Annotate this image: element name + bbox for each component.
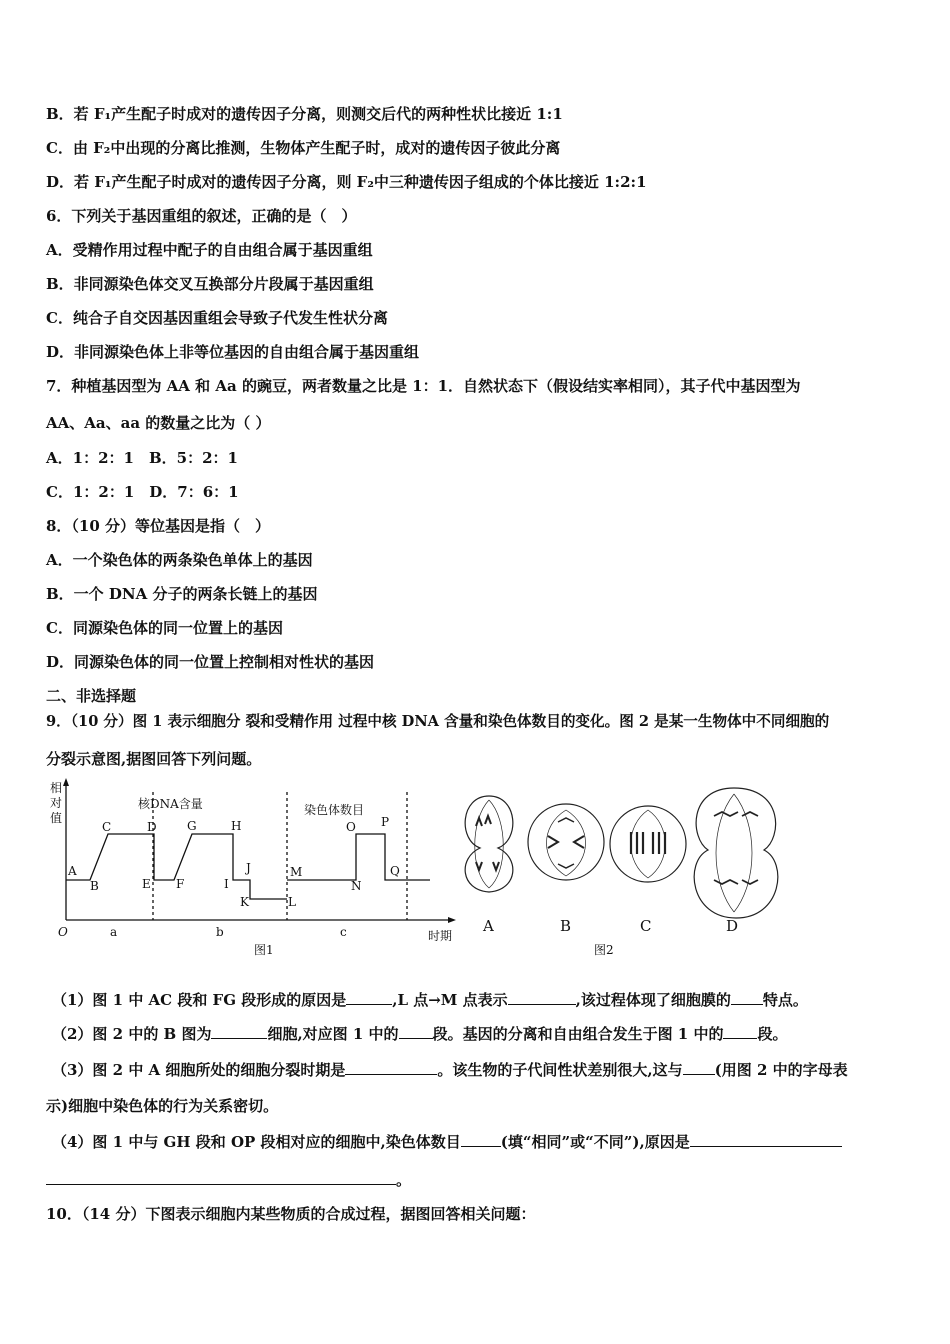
q6-stem: 6．下列关于基因重组的叙述，正确的是（ ）: [46, 207, 357, 225]
point-O: O: [346, 820, 356, 834]
chromosome-label: 染色体数目: [304, 803, 365, 817]
point-K: K: [240, 895, 249, 909]
q9-sub4-text-a: （4）图 1 中与 GH 段和 OP 段相对应的细胞中,染色体数目: [52, 1133, 461, 1151]
q9-sub2: [52, 1024, 787, 1044]
q9-sub3-text-c: (用图 2 中的字母表: [714, 1061, 848, 1079]
q6-option-d: D．非同源染色体上非等位基因的自由组合属于基因重组: [46, 343, 420, 361]
origin-label: O: [58, 925, 68, 939]
point-H: H: [231, 819, 242, 833]
chromosome-curve: [287, 834, 430, 880]
point-M: M: [290, 865, 303, 879]
point-N: N: [351, 879, 362, 893]
point-G: G: [187, 819, 197, 833]
figure2: [465, 788, 778, 918]
q9-sub2-text-c: 段。基因的分离和自由组合发生于图 1 中的: [432, 1025, 724, 1043]
q9-stem-line2: 分裂示意图,据图回答下列问题。: [46, 750, 262, 768]
q6-option-a: A．受精作用过程中配子的自由组合属于基因重组: [46, 241, 373, 259]
y-label-1: 相: [50, 781, 63, 795]
answer-blank[interactable]: [690, 1132, 842, 1147]
answer-blank[interactable]: [723, 1024, 757, 1039]
point-A: A: [68, 864, 77, 878]
figure1: [63, 778, 456, 923]
q9-sub4-end: 。: [396, 1171, 412, 1189]
point-P: P: [381, 815, 390, 829]
figure1-labels: [50, 780, 452, 957]
q5-option-c: C．由 F₂中出现的分离比推测，生物体产生配子时，成对的遗传因子彼此分离: [46, 139, 561, 157]
q10-stem: 10．（14 分）下图表示细胞内某些物质的合成过程，据图回答相关问题：: [46, 1205, 536, 1223]
answer-blank[interactable]: [46, 1170, 396, 1185]
x-axis-arrow: [448, 917, 456, 923]
figures-svg: [40, 774, 920, 969]
answer-blank[interactable]: [731, 990, 763, 1005]
q7-options-ab: A．1：2：1 B．5：2：1: [46, 449, 238, 467]
point-I: I: [224, 877, 229, 891]
answer-blank[interactable]: [345, 1060, 437, 1075]
cell-label-c: C: [640, 917, 652, 935]
q9-stem-line1: 9．（10 分）图 1 表示细胞分 裂和受精作用 过程中核 DNA 含量和染色体数目的变化。图 2 是某一生物体中不同细胞的: [46, 713, 830, 730]
point-Q: Q: [390, 864, 400, 878]
cell-label-d: D: [726, 917, 739, 935]
q9-sub4-cont: [46, 1170, 411, 1190]
figure-area: [40, 774, 920, 969]
q9-sub3-text-b: 。该生物的子代间性状差别很大,这与: [437, 1061, 683, 1079]
q7-options-cd: C．1：2：1 D．7：6：1: [46, 483, 239, 501]
point-L: L: [288, 895, 296, 909]
q8-option-a: A．一个染色体的两条染色单体上的基因: [46, 551, 313, 569]
answer-blank[interactable]: [508, 990, 576, 1005]
q9-sub4: [52, 1132, 842, 1152]
point-F: F: [176, 877, 185, 891]
q9-sub1-text-c: ,该过程体现了细胞膜的: [575, 991, 731, 1009]
answer-blank[interactable]: [346, 990, 392, 1005]
q5-option-b: B．若 F₁产生配子时成对的遗传因子分离，则测交后代的两种性状比接近 1:1: [46, 105, 563, 123]
q8-stem: 8．（10 分）等位基因是指（ ）: [46, 517, 271, 535]
q5-option-d: D．若 F₁产生配子时成对的遗传因子分离，则 F₂中三种遗传因子组成的个体比接近 1:2:1: [46, 173, 647, 191]
period-c: c: [340, 925, 347, 939]
cell-b: [528, 804, 604, 880]
q7-stem-line2: AA、Aa、aa 的数量之比为（ ）: [46, 414, 271, 432]
q7-stem-line1: 7．种植基因型为 AA 和 Aa 的豌豆，两者数量之比是 1：1．自然状态下（假设结实率相同），其子代中基因型为: [46, 377, 801, 395]
figure2-caption: 图2: [594, 943, 614, 957]
period-b: b: [216, 925, 224, 939]
y-label-2: 对: [50, 796, 63, 810]
q9-sub2-text-a: （2）图 2 中的 B 图为: [52, 1025, 212, 1043]
figure1-caption: 图1: [254, 943, 274, 957]
q9-sub1-text-d: 特点。: [762, 991, 808, 1009]
point-D: D: [147, 820, 157, 834]
q6-option-b: B．非同源染色体交叉互换部分片段属于基因重组: [46, 275, 374, 293]
point-J: J: [246, 861, 251, 875]
q9-sub2-text-d: 段。: [757, 1025, 788, 1043]
cell-label-b: B: [560, 917, 572, 935]
x-axis-label: 时期: [428, 929, 453, 943]
q8-option-b: B．一个 DNA 分子的两条长链上的基因: [46, 585, 318, 603]
figure2-labels: [482, 917, 738, 957]
point-E: E: [142, 877, 151, 891]
period-a: a: [110, 925, 118, 939]
q9-sub1-text-a: （1）图 1 中 AC 段和 FG 段形成的原因是: [52, 991, 347, 1009]
q9-sub1: [52, 990, 808, 1010]
q9-sub3-text-a: （3）图 2 中 A 细胞所处的细胞分裂时期是: [52, 1061, 346, 1079]
answer-blank[interactable]: [683, 1060, 715, 1075]
cell-a: [465, 796, 513, 892]
section-heading: 二、非选择题: [46, 687, 137, 705]
q9-sub3: [52, 1060, 848, 1080]
answer-blank[interactable]: [399, 1024, 433, 1039]
point-C: C: [102, 820, 112, 834]
q9-sub4-text-b: (填“相同”或“不同”),原因是: [500, 1133, 690, 1151]
answer-blank[interactable]: [461, 1132, 501, 1147]
point-B: B: [90, 879, 99, 893]
cell-d: [694, 788, 778, 918]
q6-option-c: C．纯合子自交因基因重组会导致子代发生性状分离: [46, 309, 388, 327]
cell-c: [610, 806, 686, 882]
answer-blank[interactable]: [211, 1024, 267, 1039]
q9-sub2-text-b: 细胞,对应图 1 中的: [267, 1025, 399, 1043]
y-axis-arrow: [63, 778, 69, 786]
q9-sub3-cont: 示)细胞中染色体的行为关系密切。: [46, 1097, 279, 1115]
dna-label: 核DNA含量: [138, 797, 203, 811]
q9-sub1-text-b: ,L 点→M 点表示: [392, 991, 508, 1009]
y-label-3: 值: [50, 811, 63, 825]
q8-option-c: C．同源染色体的同一位置上的基因: [46, 619, 283, 637]
q8-option-d: D．同源染色体的同一位置上控制相对性状的基因: [46, 653, 375, 671]
cell-label-a: A: [483, 917, 494, 935]
